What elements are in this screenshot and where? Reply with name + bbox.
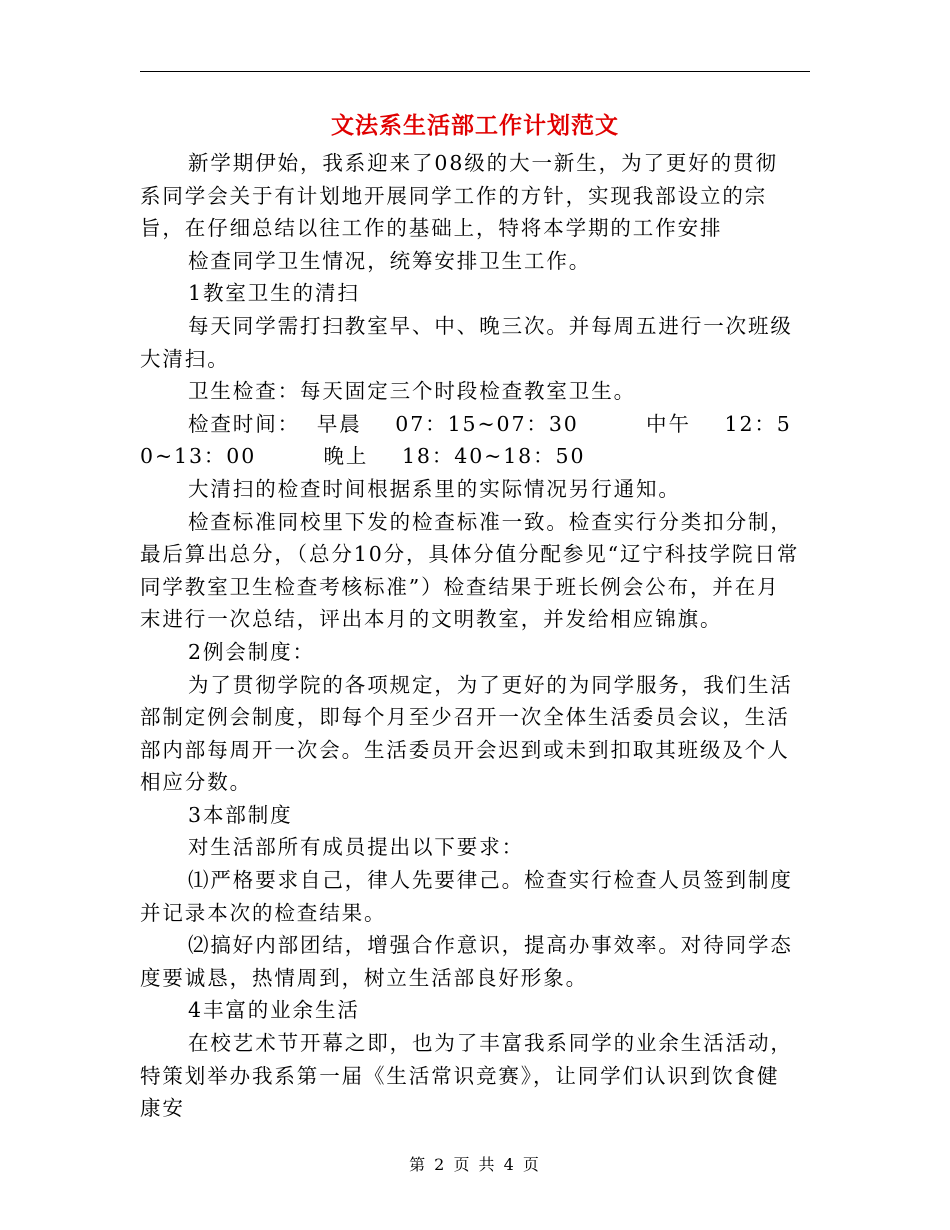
paragraph-daily-cleaning: 每天同学需打扫教室早、中、晚三次。并每周五进行一次班级大清扫。 [140,313,793,371]
paragraph-leisure-life: 在校艺术节开幕之即，也为了丰富我系同学的业余生活活动，特策划举办我系第一届《生活常识竞赛》，让同学们认识到饮食健康安 [140,1031,793,1121]
paragraph-requirements-intro: 对生活部所有成员提出以下要求： [188,835,524,860]
paragraph-inspection-standard: 检查标准同校里下发的检查标准一致。检查实行分类扣分制，最后算出总分，（总分10分，具体分值分配参见“辽宁科技学院日常同学教室卫生检查考核标准”）检查结果于班长例会公布，并在月末进行一次总结，评出本月的文明教室，并发给相应锦旗。 [140,509,800,632]
header-rule [140,71,810,72]
paragraph-inspection-times: 检查时间： 早晨 07：15~07：30 中午 12：50~13：00 晚上 18：40~18：50 [140,411,792,469]
page-number: 第 2 页 共 4 页 [409,1155,541,1174]
document-body [140,147,800,1125]
heading-meeting-system: 2例会制度： [188,639,315,664]
document-title: 文法系生活部工作计划范文 [331,112,619,139]
heading-leisure-life: 4丰富的业余生活 [188,998,360,1023]
paragraph-big-clean-notice: 大清扫的检查时间根据系里的实际情况另行通知。 [188,476,681,501]
paragraph-hygiene-check: 检查同学卫生情况，统筹安排卫生工作。 [188,248,592,273]
paragraph-intro: 新学期伊始，我系迎来了08级的大一新生，为了更好的贯彻系同学会关于有计划地开展同学工作的方针，实现我部设立的宗旨，在仔细总结以往工作的基础上，特将本学期的工作安排 [140,151,778,241]
list-item-requirement-1: ⑴严格要求自己，律人先要律己。检查实行检查人员签到制度并记录本次的检查结果。 [140,868,793,925]
list-item-requirement-2: ⑵搞好内部团结，增强合作意识，提高办事效率。对待同学态度要诚恳，热情周到，树立生活部良好形象。 [140,933,793,990]
paragraph-inspection: 卫生检查：每天固定三个时段检查教室卫生。 [188,379,636,404]
paragraph-meeting-system: 为了贯彻学院的各项规定，为了更好的为同学服务，我们生活部制定例会制度，即每个月至少召开一次全体生活委员会议，生活部内部每周开一次会。生活委员开会迟到或未到扣取其班级及个人相应分数。 [140,672,793,795]
heading-classroom-cleaning: 1教室卫生的清扫 [188,281,360,306]
heading-department-rules: 3本部制度 [188,802,293,827]
